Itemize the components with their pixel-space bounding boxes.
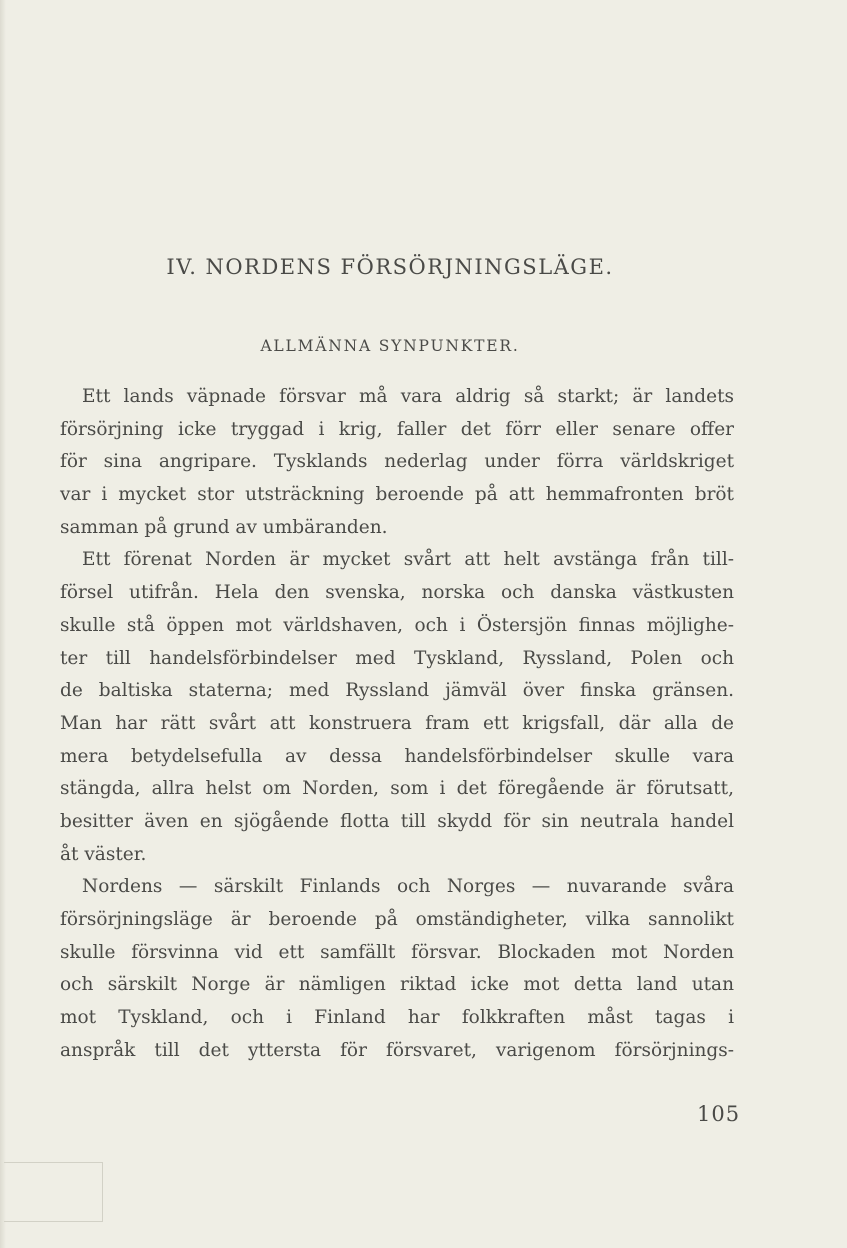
text-line: Man har rätt svårt att konstruera fram ett krigsfall, där alla de [60,712,734,734]
text-line: försel utifrån. Hela den svenska, norska och danska västkusten [60,582,734,604]
text-line: stängda, allra helst om Norden, som i det föregående är förutsatt, [60,778,734,800]
text-line: och särskilt Norge är nämligen riktad icke mot detta land utan [60,974,734,996]
text-line: var i mycket stor utsträckning beroende på att hemmafronten bröt [60,484,734,506]
text-line: besitter även en sjögående flotta till skydd för sin neutrala handel [60,810,734,832]
text-line: mot Tyskland, och i Finland har folkkraften måst tagas i [60,1007,734,1029]
text-line: ter till handelsförbindelser med Tyskland, Ryssland, Polen och [60,647,734,669]
section-title: ALLMÄNNA SYNPUNKTER. [260,337,520,355]
text-line: Ett förenat Norden är mycket svårt att helt avstänga från till- [82,549,734,571]
text-line: skulle stå öppen mot världshaven, och i Östersjön finnas möjlighe- [60,614,734,636]
text-line: försörjning icke tryggad i krig, faller det förr eller senare offer [60,418,734,440]
page-number: 105 [697,1102,741,1126]
text-line: skulle försvinna vid ett samfällt försvar. Blockaden mot Norden [60,941,734,963]
body-text [60,381,734,1067]
text-line: samman på grund av umbäranden. [60,516,388,538]
text-line: åt väster. [60,843,147,865]
text-line: de baltiska staterna; med Ryssland jämväl över finska gränsen. [60,680,734,702]
text-line: för sina angripare. Tysklands nederlag under förra världskriget [60,451,734,473]
scan-corner-mark [4,1162,103,1222]
page-gutter [0,0,6,1248]
text-line: mera betydelsefulla av dessa handelsförbindelser skulle vara [60,745,734,767]
text-line: anspråk till det yttersta för försvaret, varigenom försörjnings- [60,1039,734,1061]
text-line: Nordens — särskilt Finlands och Norges — nuvarande svåra [82,876,734,898]
chapter-title: IV. NORDENS FÖRSÖRJNINGSLÄGE. [166,255,614,279]
text-line: Ett lands väpnade försvar må vara aldrig så starkt; är landets [82,386,734,407]
text-line: försörjningsläge är beroende på omständigheter, vilka sannolikt [60,909,734,930]
